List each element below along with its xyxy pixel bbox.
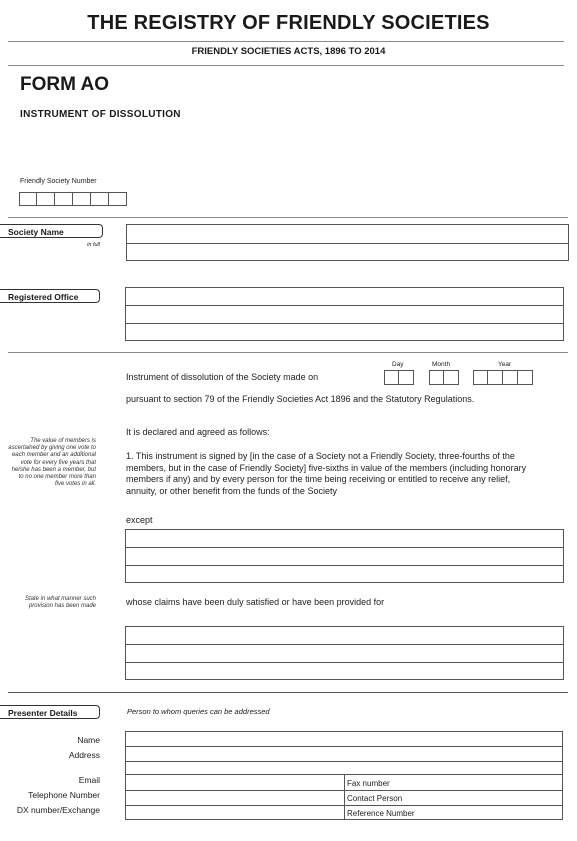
header-divider-top: [8, 41, 564, 42]
date-month-label: Month: [432, 361, 451, 368]
declared-text: It is declared and agreed as follows:: [126, 427, 270, 437]
paragraph-1: 1. This instrument is signed by [in the case of a Society not a Friendly Society, three-fourths of the members, but in the case of Friendly Society] five-sixths in value of the members (including honorary members if any) and by every person for the time being receiving or entitled to receive any relief, annuity, or other benefit from the funds of the Society: [126, 451, 527, 496]
society-number-cell[interactable]: [109, 192, 127, 206]
section-divider: [8, 692, 568, 693]
society-number-cell[interactable]: [55, 192, 73, 206]
society-number-label: Friendly Society Number: [20, 178, 97, 185]
instrument-line-2: pursuant to section 79 of the Friendly Societies Act 1896 and the Statutory Regulations.: [126, 394, 475, 404]
contact-person-label: Contact Person: [347, 794, 403, 803]
society-number-input[interactable]: [19, 192, 127, 206]
reference-number-label: Reference Number: [347, 809, 415, 818]
date-day-label: Day: [392, 361, 404, 368]
society-name-field[interactable]: [126, 224, 569, 261]
society-number-cell[interactable]: [19, 192, 37, 206]
except-field[interactable]: [125, 529, 564, 583]
presenter-contact-grid[interactable]: [125, 774, 563, 820]
presenter-name-address-field[interactable]: [125, 731, 563, 775]
presenter-telephone-label: Telephone Number: [28, 790, 100, 800]
presenter-email-label: Email: [78, 775, 100, 785]
claims-text: whose claims have been duly satisfied or have been provided for: [126, 597, 385, 607]
society-number-cell[interactable]: [91, 192, 109, 206]
registry-title: THE REGISTRY OF FRIENDLY SOCIETIES: [87, 12, 490, 34]
date-year-label: Year: [498, 361, 512, 368]
presenter-details-tab: Presenter Details: [0, 705, 100, 719]
header-divider-bottom: [8, 65, 564, 66]
society-number-cell[interactable]: [73, 192, 91, 206]
acts-subtitle: FRIENDLY SOCIETIES ACTS, 1896 TO 2014: [191, 46, 386, 57]
instrument-line-1: Instrument of dissolution of the Society made on: [126, 372, 319, 382]
date-year-input[interactable]: [473, 370, 533, 385]
presenter-dx-label: DX number/Exchange: [16, 805, 100, 815]
presenter-address-label: Address: [68, 750, 100, 760]
fax-number-label: Fax number: [347, 779, 390, 788]
society-name-note: in full: [87, 242, 100, 248]
section-divider: [8, 217, 568, 218]
registered-office-tab: Registered Office: [0, 289, 100, 303]
registered-office-field[interactable]: [125, 287, 564, 341]
form-code: FORM AO: [20, 74, 110, 95]
society-name-tab: Society Name: [0, 224, 103, 238]
form-name: INSTRUMENT OF DISSOLUTION: [20, 109, 181, 120]
provision-field[interactable]: [125, 626, 564, 680]
section-divider: [8, 352, 568, 353]
date-month-input[interactable]: [429, 370, 459, 385]
value-of-members-note: The value of members is ascertained by giving one vote to each member and an additional vote for every five years that he/she has been a member, but to no one member more than five votes in all.: [8, 438, 96, 488]
presenter-name-label: Name: [77, 735, 100, 745]
provision-manner-note: State in what manner such provision has been made: [24, 596, 96, 610]
society-number-cell[interactable]: [37, 192, 55, 206]
date-day-input[interactable]: [384, 370, 414, 385]
except-label: except: [126, 515, 153, 525]
queries-note: Person to whom queries can be addressed: [127, 707, 270, 716]
